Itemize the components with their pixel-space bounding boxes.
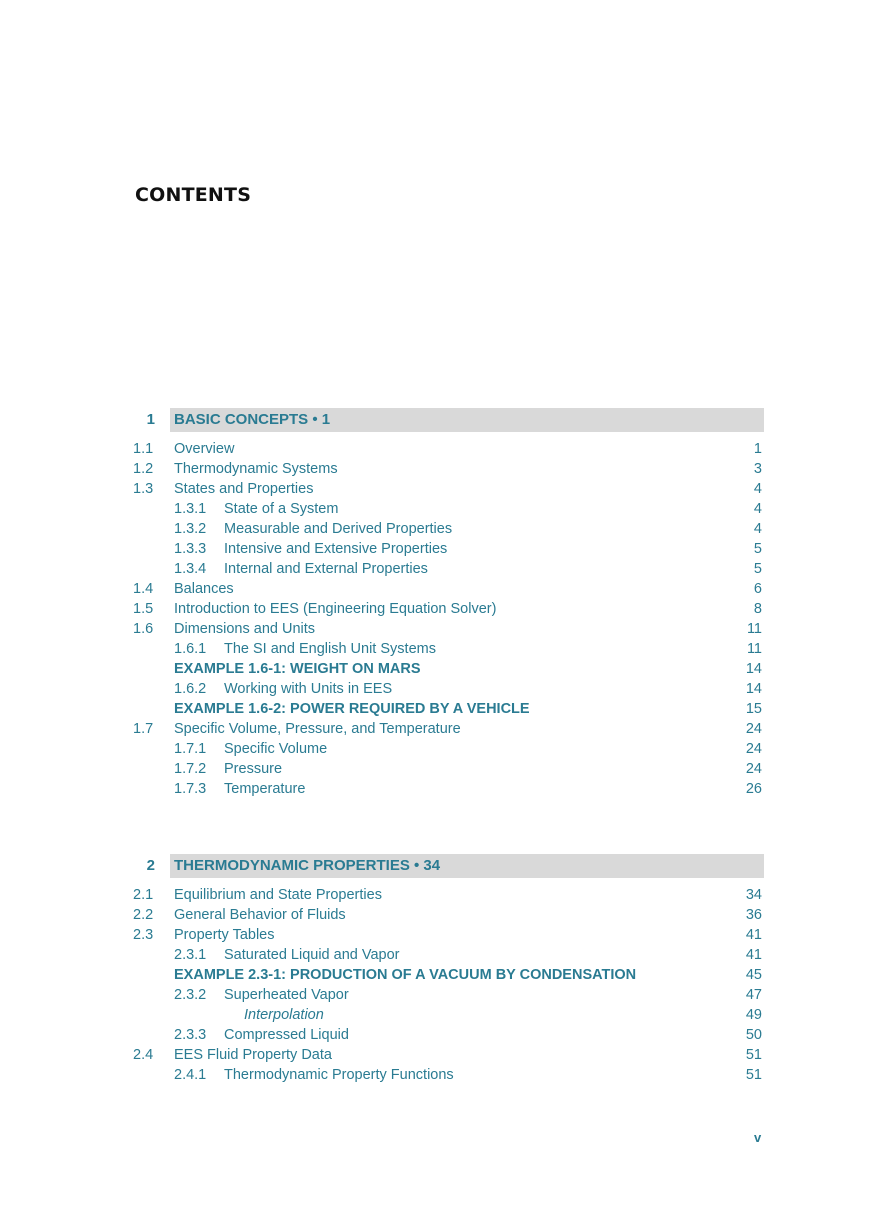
section-title: State of a System <box>224 501 339 517</box>
section-title: Temperature <box>224 781 306 797</box>
section-title: Overview <box>174 441 235 457</box>
page-ref: 14 <box>745 681 762 697</box>
section-title: States and Properties <box>174 481 314 497</box>
section-number: 1.7 <box>133 721 154 737</box>
page-ref: 4 <box>753 501 762 517</box>
page-ref: 36 <box>745 907 762 923</box>
page-ref: 8 <box>753 601 762 617</box>
page-ref: 5 <box>753 561 762 577</box>
page-ref: 4 <box>753 521 762 537</box>
toc-entry[interactable] <box>133 439 764 459</box>
chapter-header <box>133 408 764 432</box>
section-number: 2.3.1 <box>174 947 207 963</box>
section-title: Equilibrium and State Properties <box>174 887 382 903</box>
toc-example-entry[interactable] <box>133 965 764 985</box>
toc-entry[interactable] <box>133 539 764 559</box>
section-number: 1.2 <box>133 461 154 477</box>
page-ref: 26 <box>745 781 762 797</box>
toc-entry[interactable] <box>133 1025 764 1045</box>
toc-entry[interactable] <box>133 519 764 539</box>
section-number: 2.3 <box>133 927 154 943</box>
toc-entry[interactable] <box>133 719 764 739</box>
page-ref: 4 <box>753 481 762 497</box>
section-number: 2.3.2 <box>174 987 207 1003</box>
toc-entry[interactable] <box>133 579 764 599</box>
section-number: 1.7.2 <box>174 761 207 777</box>
page-title: CONTENTS <box>135 184 252 206</box>
toc-entry[interactable] <box>133 925 764 945</box>
section-number: 2.2 <box>133 907 154 923</box>
toc-entry[interactable] <box>133 599 764 619</box>
page-ref: 49 <box>745 1007 762 1023</box>
toc-entry[interactable] <box>133 739 764 759</box>
section-number: 1.7.3 <box>174 781 207 797</box>
section-title: Compressed Liquid <box>224 1027 349 1043</box>
section-title: General Behavior of Fluids <box>174 907 346 923</box>
toc-example-entry[interactable] <box>133 659 764 679</box>
page-ref: 14 <box>745 661 762 677</box>
toc-list <box>133 885 764 1085</box>
section-number: 1.6.1 <box>174 641 207 657</box>
chapter-title[interactable]: BASIC CONCEPTS • 1 <box>170 408 764 432</box>
section-number: 1.5 <box>133 601 154 617</box>
section-title: Introduction to EES (Engineering Equation Solver) <box>174 601 497 617</box>
section-title: Saturated Liquid and Vapor <box>224 947 400 963</box>
toc-entry[interactable] <box>133 619 764 639</box>
toc-entry[interactable] <box>133 1065 764 1085</box>
section-title: EXAMPLE 1.6-2: POWER REQUIRED BY A VEHICLE <box>174 701 530 717</box>
toc-entry[interactable] <box>133 479 764 499</box>
section-number: 1.3.3 <box>174 541 207 557</box>
toc-example-entry[interactable] <box>133 699 764 719</box>
chapter-2 <box>133 854 764 1085</box>
section-number: 1.3.4 <box>174 561 207 577</box>
chapter-title[interactable]: THERMODYNAMIC PROPERTIES • 34 <box>170 854 764 878</box>
section-number: 1.3.2 <box>174 521 207 537</box>
section-title: Measurable and Derived Properties <box>224 521 453 537</box>
section-title: Working with Units in EES <box>224 681 393 697</box>
section-title: EES Fluid Property Data <box>174 1047 332 1063</box>
section-number: 2.1 <box>133 887 154 903</box>
toc-entry[interactable] <box>133 885 764 905</box>
chapter-header <box>133 854 764 878</box>
section-title: EXAMPLE 2.3-1: PRODUCTION OF A VACUUM BY CONDENSATION <box>174 967 637 983</box>
toc-entry[interactable] <box>133 759 764 779</box>
page-ref: 24 <box>745 721 762 737</box>
section-title: Balances <box>174 581 234 597</box>
section-number: 1.3.1 <box>174 501 207 517</box>
page-ref: 15 <box>745 701 762 717</box>
chapter-number: 1 <box>146 411 155 428</box>
section-number: 1.4 <box>133 581 154 597</box>
section-number: 2.3.3 <box>174 1027 207 1043</box>
page-ref: 47 <box>745 987 762 1003</box>
page-ref: 3 <box>753 461 762 477</box>
section-number: 1.1 <box>133 441 154 457</box>
toc-entry[interactable] <box>133 1005 764 1025</box>
page-ref: 5 <box>753 541 762 557</box>
section-title: Pressure <box>224 761 283 777</box>
page-ref: 11 <box>746 641 762 657</box>
section-title: EXAMPLE 1.6-1: WEIGHT ON MARS <box>174 661 421 677</box>
page-ref: 1 <box>753 441 762 457</box>
section-title: Superheated Vapor <box>224 987 349 1003</box>
toc-list <box>133 439 764 799</box>
section-title: Thermodynamic Property Functions <box>224 1067 454 1083</box>
page-ref: 34 <box>745 887 762 903</box>
section-title: Specific Volume <box>224 741 328 757</box>
page-ref: 51 <box>745 1047 762 1063</box>
page-ref: 6 <box>753 581 762 597</box>
toc-entry[interactable] <box>133 459 764 479</box>
toc-entry[interactable] <box>133 905 764 925</box>
toc-entry[interactable] <box>133 985 764 1005</box>
section-title: Property Tables <box>174 927 275 943</box>
section-title: Thermodynamic Systems <box>174 461 338 477</box>
page-ref: 45 <box>745 967 762 983</box>
section-title: Interpolation <box>244 1007 324 1023</box>
chapter-1 <box>133 408 764 799</box>
page-ref: 24 <box>745 741 762 757</box>
section-title: Internal and External Properties <box>224 561 428 577</box>
section-number: 1.6 <box>133 621 154 637</box>
toc-entry[interactable] <box>133 945 764 965</box>
section-number: 2.4 <box>133 1047 154 1063</box>
chapter-number: 2 <box>146 857 155 874</box>
page-ref: 41 <box>745 927 762 943</box>
page-ref: 11 <box>746 621 762 637</box>
section-title: Specific Volume, Pressure, and Temperature <box>174 721 461 737</box>
page-ref: 41 <box>745 947 762 963</box>
toc-entry[interactable] <box>133 679 764 699</box>
page-ref: 24 <box>745 761 762 777</box>
section-number: 2.4.1 <box>174 1067 207 1083</box>
section-title: The SI and English Unit Systems <box>224 641 436 657</box>
page-ref: 50 <box>745 1027 762 1043</box>
section-title: Intensive and Extensive Properties <box>224 541 448 557</box>
toc-entry[interactable] <box>133 779 764 799</box>
page-ref: 51 <box>745 1067 762 1083</box>
page-number: v <box>754 1130 762 1145</box>
section-number: 1.7.1 <box>174 741 207 757</box>
toc-entry[interactable] <box>133 1045 764 1065</box>
section-number: 1.3 <box>133 481 154 497</box>
section-title: Dimensions and Units <box>174 621 316 637</box>
toc-entry[interactable] <box>133 499 764 519</box>
section-number: 1.6.2 <box>174 681 207 697</box>
toc-entry[interactable] <box>133 559 764 579</box>
toc-entry[interactable] <box>133 639 764 659</box>
